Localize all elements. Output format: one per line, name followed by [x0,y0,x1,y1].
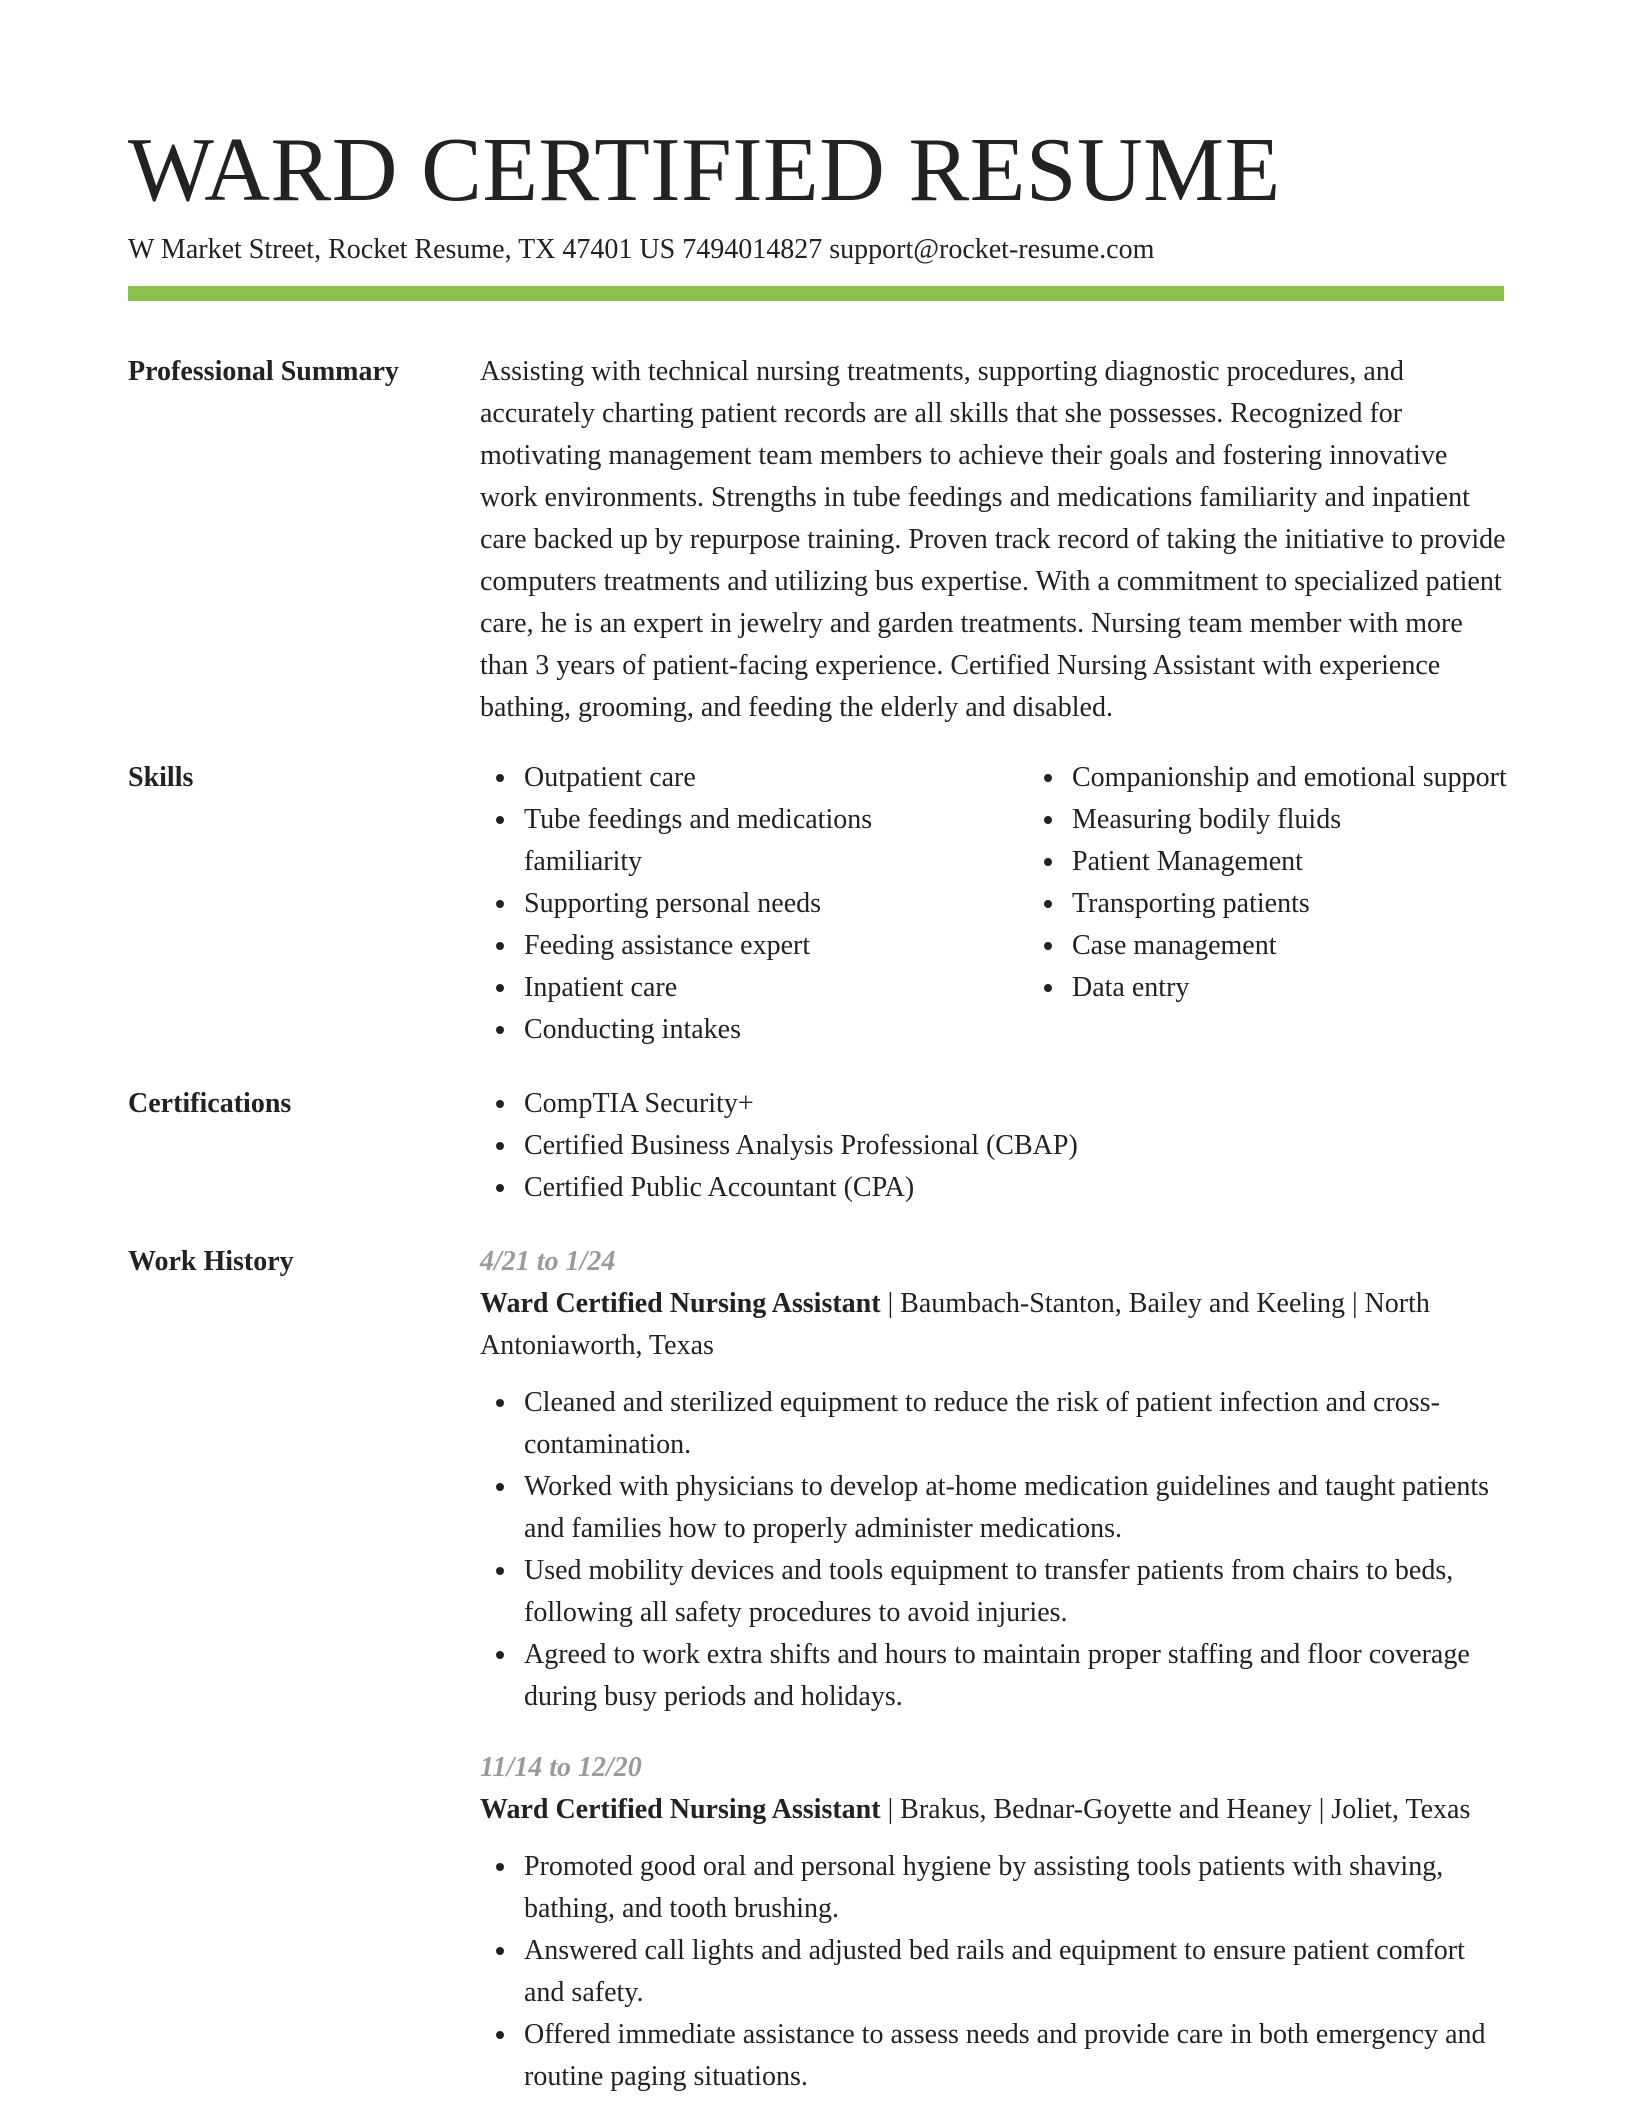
job-dates: 11/14 to 12/20 [480,1752,642,1783]
certifications-label: Certifications [128,1088,292,1119]
header-divider [128,286,1504,301]
certification-item: Certified Public Accountant (CPA) [524,1167,1506,1209]
skill-item: Conducting intakes [524,1009,1028,1051]
job-bullet: Promoted good oral and personal hygiene by assisting tools patients with shaving, bathing, and tooth brushing. [524,1846,1506,1930]
skill-item: Supporting personal needs [524,883,1028,925]
skill-item: Tube feedings and medications familiarity [524,799,914,883]
job-title: Ward Certified Nursing Assistant [480,1288,881,1319]
job-employer-location: | Brakus, Bednar-Goyette and Heaney | Joliet, Texas [880,1794,1471,1825]
skills-label: Skills [128,762,194,793]
job-entry [480,1241,1506,1718]
skill-item: Transporting patients [1072,883,1576,925]
resume-title: WARD CERTIFIED RESUME [128,119,1281,220]
job-bullet: Offered immediate assistance to assess needs and provide care in both emergency and routine paging situations. [524,2014,1506,2098]
job-dates: 4/21 to 1/24 [480,1246,616,1277]
skills-column-1 [480,757,1028,1051]
skill-item: Companionship and emotional support [1072,757,1576,799]
skill-item: Case management [1072,925,1576,967]
job-bullet: Used mobility devices and tools equipment to transfer patients from chairs to beds, following all safety procedures to avoid injuries. [524,1550,1506,1634]
contact-info: W Market Street, Rocket Resume, TX 47401 US 7494014827 support@rocket-resume.com [128,234,1155,265]
summary-text: Assisting with technical nursing treatments, supporting diagnostic procedures, and accurately charting patient records are all skills that she possesses. Recognized for motivating management team members to achieve their goals and fostering innovative work environments. Strengths in tube feedings and medications familiarity and inpatient care backed up by repurpose training. Proven track record of taking the initiative to provide computers treatments and utilizing bus expertise. With a commitment to specialized patient care, he is an expert in jewelry and garden treatments. Nursing team member with more than 3 years of patient-facing experience. Certified Nursing Assistant with experience bathing, grooming, and feeding the elderly and disabled. [480,356,1506,723]
job-bullet: Answered call lights and adjusted bed rails and equipment to ensure patient comfort and safety. [524,1930,1506,2014]
skills-column-2 [1028,757,1576,1051]
skill-item: Outpatient care [524,757,1028,799]
skill-item: Patient Management [1072,841,1576,883]
job-heading [480,1789,1506,1831]
job-bullets [480,1382,1506,1718]
skill-item: Inpatient care [524,967,1028,1009]
job-heading [480,1283,1506,1367]
job-bullet: Agreed to work extra shifts and hours to maintain proper staffing and floor coverage during busy periods and holidays. [524,1634,1506,1718]
skill-item: Measuring bodily fluids [1072,799,1576,841]
job-title: Ward Certified Nursing Assistant [480,1794,881,1825]
job-employer-location: | Baumbach-Stanton, Bailey and Keeling | North Antoniaworth, Texas [480,1288,1430,1361]
job-bullets [480,1846,1506,2098]
job-entry [480,1747,1506,2098]
skill-item: Feeding assistance expert [524,925,1028,967]
certifications-list [480,1083,1506,1209]
job-bullet: Worked with physicians to develop at-home medication guidelines and taught patients and families how to properly administer medications. [524,1466,1506,1550]
skills-list [480,757,1506,1051]
work-history-label: Work History [128,1246,294,1277]
job-bullet: Cleaned and sterilized equipment to reduce the risk of patient infection and cross-contamination. [524,1382,1506,1466]
certification-item: CompTIA Security+ [524,1083,1506,1125]
skill-item: Data entry [1072,967,1576,1009]
summary-label: Professional Summary [128,356,399,387]
certification-item: Certified Business Analysis Professional (CBAP) [524,1125,1506,1167]
